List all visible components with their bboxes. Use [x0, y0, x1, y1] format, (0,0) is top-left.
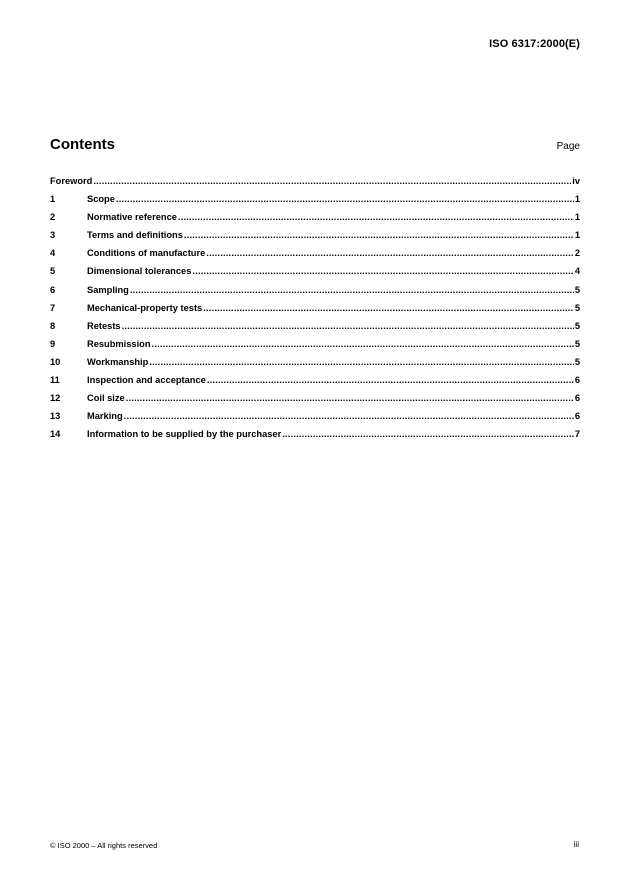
toc-entry-title: Retests — [87, 320, 121, 331]
toc-entry-page: 1 — [574, 194, 580, 205]
toc-entry-2[interactable] — [50, 212, 580, 230]
toc-entry-number: 11 — [50, 375, 60, 386]
toc-entry-page: 5 — [574, 356, 580, 367]
toc-entry-number: 5 — [50, 266, 56, 277]
toc-entry-number: 4 — [50, 248, 56, 259]
toc-entry-page: 6 — [574, 393, 580, 404]
toc-entry-7[interactable] — [50, 303, 580, 321]
toc-entry-number: 13 — [50, 411, 61, 422]
toc-entry-title: Dimensional tolerances — [87, 266, 192, 277]
toc-entry-page: 5 — [574, 302, 580, 313]
toc-entry-number: 7 — [50, 302, 56, 313]
page-column-label: Page — [556, 141, 580, 152]
dot-leader — [203, 303, 574, 313]
dot-leader — [124, 411, 574, 421]
toc-entry-number: 2 — [50, 212, 56, 223]
dot-leader — [149, 357, 574, 367]
toc-entry-10[interactable] — [50, 357, 580, 375]
toc-entry-3[interactable] — [50, 230, 580, 248]
dot-leader — [178, 212, 574, 222]
toc-entry-page: 1 — [574, 212, 580, 223]
dot-leader — [206, 248, 574, 258]
dot-leader — [93, 176, 571, 186]
toc-entry-number: 14 — [50, 429, 61, 440]
table-of-contents — [50, 176, 580, 447]
dot-leader — [116, 194, 574, 204]
toc-entry-page: 5 — [574, 284, 580, 295]
dot-leader — [184, 230, 574, 240]
toc-entry-title: Scope — [87, 194, 115, 205]
dot-leader — [207, 375, 574, 385]
toc-entry-title: Terms and definitions — [87, 230, 183, 241]
toc-entry-title: Marking — [87, 411, 123, 422]
toc-entry-5[interactable] — [50, 266, 580, 284]
toc-entry-page: 1 — [574, 230, 580, 241]
toc-entry-page: 2 — [574, 248, 580, 259]
standard-reference: ISO 6317:2000(E) — [489, 38, 580, 50]
toc-entry-11[interactable] — [50, 375, 580, 393]
toc-entry-number: 8 — [50, 320, 56, 331]
toc-entry-1[interactable] — [50, 194, 580, 212]
toc-entry-6[interactable] — [50, 285, 580, 303]
toc-entry-page: 5 — [574, 338, 580, 349]
toc-entry-number: 10 — [50, 356, 61, 367]
toc-entry-page: iv — [572, 176, 580, 186]
dot-leader — [152, 339, 574, 349]
toc-entry-8[interactable] — [50, 321, 580, 339]
toc-entry-title: Mechanical-property tests — [87, 302, 203, 313]
toc-entry-title: Information to be supplied by the purchaser — [87, 429, 282, 440]
toc-entry-13[interactable] — [50, 411, 580, 429]
toc-entry-number: 6 — [50, 284, 56, 295]
toc-entry-14[interactable] — [50, 429, 580, 447]
toc-entry-9[interactable] — [50, 339, 580, 357]
page-number: iii — [573, 840, 579, 849]
toc-entry-foreword[interactable] — [50, 176, 580, 194]
copyright-notice: © ISO 2000 – All rights reserved — [50, 841, 158, 850]
toc-entry-12[interactable] — [50, 393, 580, 411]
toc-entry-page: 5 — [574, 320, 580, 331]
toc-entry-number: 3 — [50, 230, 56, 241]
toc-entry-page: 6 — [574, 375, 580, 386]
toc-entry-number: 12 — [50, 393, 61, 404]
toc-entry-number: 1 — [50, 194, 56, 205]
toc-entry-4[interactable] — [50, 248, 580, 266]
toc-entry-page: 4 — [574, 266, 580, 277]
dot-leader — [282, 429, 574, 439]
contents-heading: Contents — [50, 136, 115, 153]
dot-leader — [192, 266, 573, 276]
toc-entry-title: Workmanship — [87, 356, 149, 367]
toc-entry-number: 9 — [50, 338, 56, 349]
dot-leader — [130, 285, 574, 295]
toc-entry-page: 6 — [574, 411, 580, 422]
toc-entry-title: Resubmission — [87, 338, 151, 349]
toc-entry-page: 7 — [574, 429, 580, 440]
toc-entry-title: Sampling — [87, 284, 129, 295]
dot-leader — [122, 321, 574, 331]
toc-entry-title: Conditions of manufacture — [87, 248, 206, 259]
dot-leader — [126, 393, 574, 403]
toc-entry-title: Foreword — [50, 176, 93, 186]
toc-entry-title: Coil size — [87, 393, 125, 404]
toc-entry-title: Normative reference — [87, 212, 177, 223]
toc-entry-title: Inspection and acceptance — [87, 375, 206, 386]
